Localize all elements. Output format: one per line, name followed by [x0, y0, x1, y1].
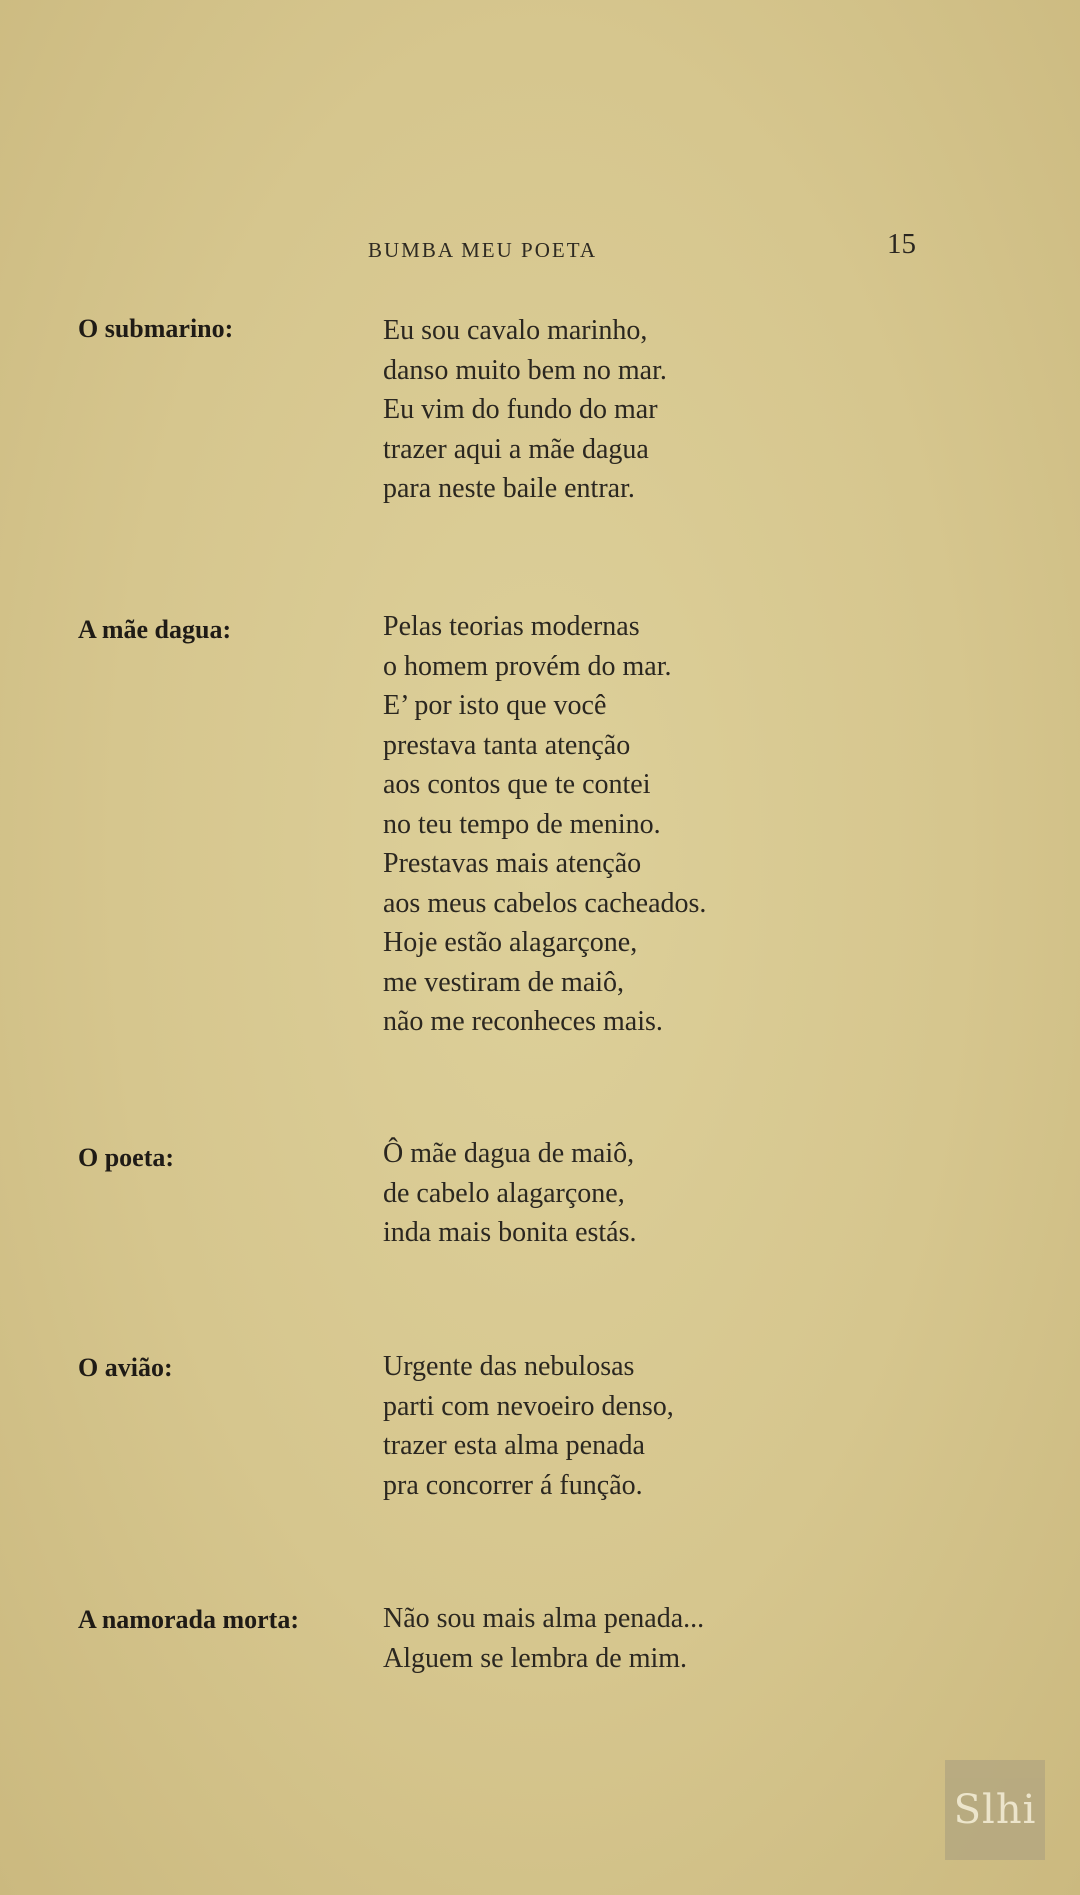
verse-line: Não sou mais alma penada... [383, 1603, 705, 1634]
verse-line: Ô mãe dagua de maiô, [383, 1138, 635, 1169]
verse-line: pra concorrer á função. [383, 1469, 643, 1501]
verse-line: inda mais bonita estás. [383, 1217, 637, 1248]
stanza-mae-dagua [383, 607, 706, 1042]
verse-line: para neste baile entrar. [383, 473, 635, 504]
speaker-submarino: O submarino: [78, 314, 234, 343]
page-number: 15 [887, 228, 916, 260]
verse-line: trazer esta alma penada [383, 1430, 645, 1461]
stanza-poeta [383, 1134, 637, 1253]
verse-line: aos meus cabelos cacheados. [383, 887, 707, 919]
verse-line: parti com nevoeiro denso, [383, 1390, 674, 1422]
verse-line: no teu tempo de menino. [383, 808, 661, 840]
stanza-namorada-morta [383, 1599, 704, 1678]
verse-line: Eu sou cavalo marinho, [383, 315, 648, 346]
speaker-aviao: O avião: [78, 1353, 173, 1382]
verse-line: prestava tanta atenção [383, 729, 631, 761]
verse-line: Eu vim do fundo do mar [383, 394, 658, 425]
speaker-poeta: O poeta: [78, 1143, 175, 1172]
verse-line: de cabelo alagarçone, [383, 1177, 625, 1209]
speaker-namorada-morta: A namorada morta: [78, 1605, 299, 1634]
library-logo [945, 1760, 1045, 1860]
verse-line: Alguem se lembra de mim. [383, 1642, 688, 1674]
verse-line: aos contos que te contei [383, 769, 651, 800]
speaker-mae-dagua: A mãe dagua: [78, 615, 232, 644]
verse-line: me vestiram de maiô, [383, 966, 625, 998]
running-header: BUMBA MEU POETA [368, 238, 598, 262]
verse-line: trazer aqui a mãe dagua [383, 433, 649, 465]
verse-line: E’ por isto que você [383, 690, 607, 721]
verse-line: Pelas teorias modernas [383, 611, 640, 642]
verse-line: não me reconheces mais. [383, 1006, 663, 1037]
library-logo-text: Slhi [953, 1787, 1037, 1833]
verse-line: Prestavas mais atenção [383, 848, 642, 879]
verse-line: o homem provém do mar. [383, 650, 672, 682]
verse-line: Urgente das nebulosas [383, 1351, 635, 1382]
stanza-submarino [383, 311, 667, 509]
verse-line: Hoje estão alagarçone, [383, 927, 638, 958]
stanza-aviao [383, 1347, 674, 1505]
verse-line: danso muito bem no mar. [383, 354, 667, 386]
